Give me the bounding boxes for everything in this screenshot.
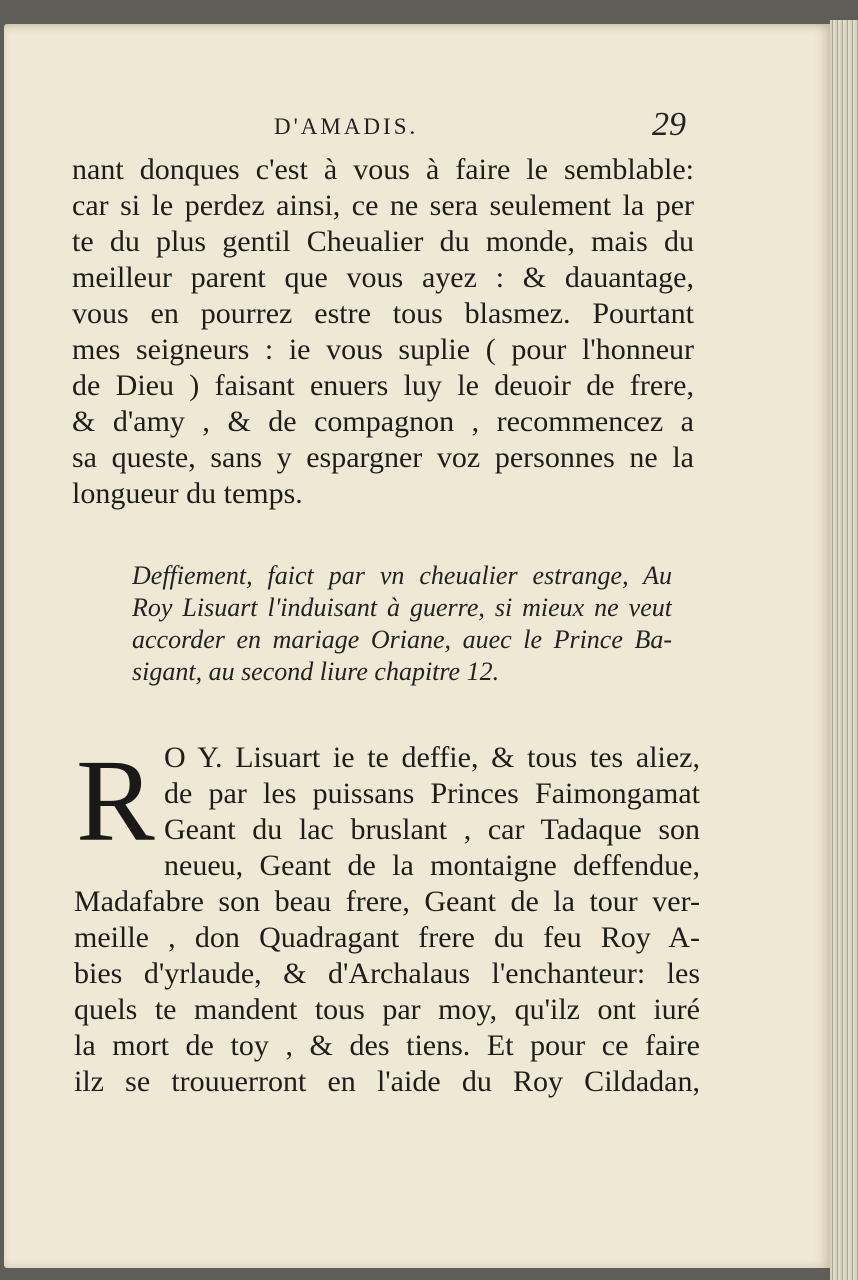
text-line: meilleur parent que vous ayez : & dauantage,	[72, 261, 694, 294]
paragraph-continued	[72, 152, 694, 512]
text-line: mes seigneurs : ie vous suplie ( pour l'honneur	[72, 333, 694, 366]
book-page	[4, 24, 830, 1268]
heading-line: Deffiement, faict par vn cheualier estrange, Au	[132, 561, 672, 590]
text-line: neueu, Geant de la montaigne deffendue,	[164, 849, 700, 882]
text-line: bies d'yrlaude, & d'Archalaus l'enchanteur: les	[74, 957, 700, 990]
text-line: quels te mandent tous par moy, qu'ilz ont iuré	[74, 993, 700, 1026]
text-line: te du plus gentil Cheualier du monde, mais du	[72, 225, 694, 258]
text-line: de par les puissans Princes Faimongamat	[164, 777, 700, 810]
text-line: O Y. Lisuart ie te deffie, & tous tes aliez,	[164, 741, 700, 774]
heading-line: accorder en mariage Oriane, auec le Prince Ba-	[132, 625, 672, 654]
text-line: longueur du temps.	[72, 477, 303, 510]
text-line: de Dieu ) faisant enuers luy le deuoir de frere,	[72, 369, 694, 402]
page-header	[4, 106, 830, 152]
paragraph-defiance	[74, 735, 700, 1100]
heading-line: Roy Lisuart l'induisant à guerre, si mieux ne veut	[132, 593, 672, 622]
page-number: 29	[652, 106, 686, 143]
drop-cap: R	[76, 735, 155, 866]
text-line: Madafabre son beau frere, Geant de la tour ver-	[74, 885, 700, 918]
running-head: D'AMADIS.	[274, 114, 419, 139]
text-line: la mort de toy , & des tiens. Et pour ce faire	[74, 1029, 700, 1062]
page-edge-stack	[830, 20, 858, 1280]
text-line: & d'amy , & de compagnon , recommencez a	[72, 405, 694, 438]
text-line: sa queste, sans y espargner voz personnes ne la	[72, 441, 694, 474]
text-line: ilz se trouuerront en l'aide du Roy Cildadan,	[74, 1065, 700, 1098]
section-heading	[132, 560, 672, 688]
text-line: car si le perdez ainsi, ce ne sera seulement la per	[72, 189, 694, 222]
text-line: nant donques c'est à vous à faire le semblable:	[72, 153, 694, 186]
text-line: vous en pourrez estre tous blasmez. Pourtant	[72, 297, 694, 330]
text-line: meille , don Quadragant frere du feu Roy A-	[74, 921, 700, 954]
text-line: Geant du lac bruslant , car Tadaque son	[164, 813, 700, 846]
heading-line: sigant, au second liure chapitre 12.	[132, 657, 500, 686]
